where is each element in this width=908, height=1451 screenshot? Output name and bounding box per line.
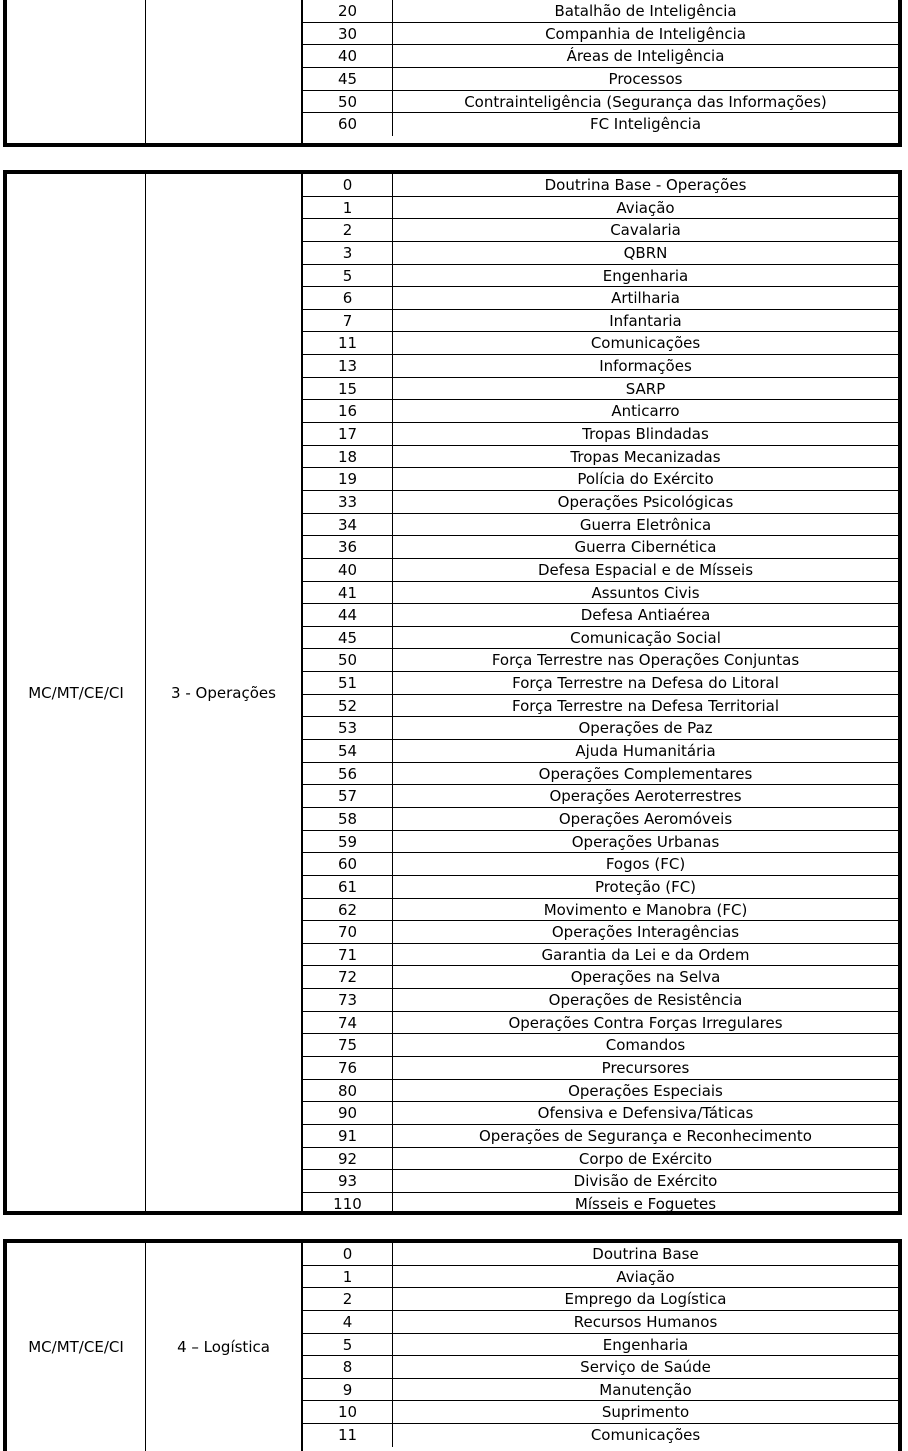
row-number: 91 <box>303 1125 393 1147</box>
row-number: 17 <box>303 423 393 445</box>
table-row <box>303 1012 898 1035</box>
table-row <box>303 1311 898 1334</box>
section-category: MC/MT/CE/CI <box>7 1243 146 1451</box>
table-row <box>303 808 898 831</box>
row-number: 30 <box>303 23 393 45</box>
row-number: 80 <box>303 1080 393 1102</box>
row-number: 54 <box>303 740 393 762</box>
table-row <box>303 400 898 423</box>
row-title: Engenharia <box>602 1335 689 1354</box>
row-number: 59 <box>303 831 393 853</box>
table-row <box>303 1379 898 1402</box>
table-row <box>303 536 898 559</box>
row-title: Defesa Espacial e de Mísseis <box>537 560 754 579</box>
row-title: Ofensiva e Defensiva/Táticas <box>537 1104 754 1123</box>
table-row <box>303 491 898 514</box>
row-title: Força Terrestre nas Operações Conjuntas <box>491 651 800 670</box>
row-title: Movimento e Manobra (FC) <box>543 900 748 919</box>
row-number: 41 <box>303 582 393 604</box>
table-row <box>303 332 898 355</box>
row-number: 93 <box>303 1170 393 1192</box>
table-row <box>303 378 898 401</box>
table-row <box>303 1102 898 1125</box>
table-row <box>303 740 898 763</box>
row-number: 9 <box>303 1379 393 1401</box>
row-title: Mísseis e Foguetes <box>574 1194 717 1213</box>
row-number: 4 <box>303 1311 393 1333</box>
row-title: Comandos <box>605 1036 686 1055</box>
row-number: 5 <box>303 1334 393 1356</box>
section-title <box>146 0 303 143</box>
row-title: Divisão de Exército <box>573 1172 718 1191</box>
row-number: 13 <box>303 355 393 377</box>
table-row <box>303 219 898 242</box>
table-row <box>303 876 898 899</box>
row-title: Assuntos Civis <box>591 583 700 602</box>
table-row <box>303 1243 898 1266</box>
row-number: 1 <box>303 197 393 219</box>
table-row <box>303 717 898 740</box>
section-rows <box>303 0 898 143</box>
row-number: 92 <box>303 1148 393 1170</box>
section-rows <box>303 1243 898 1451</box>
row-title: Engenharia <box>602 266 689 285</box>
row-title: Defesa Antiaérea <box>580 606 711 625</box>
row-number: 33 <box>303 491 393 513</box>
table-row <box>303 604 898 627</box>
table-row <box>303 23 898 46</box>
table-row <box>303 1034 898 1057</box>
row-title: Emprego da Logística <box>564 1290 727 1309</box>
row-number: 57 <box>303 785 393 807</box>
table-row <box>303 310 898 333</box>
row-title: Guerra Eletrônica <box>579 515 712 534</box>
row-number: 73 <box>303 989 393 1011</box>
row-title: Operações de Resistência <box>548 991 743 1010</box>
table-row <box>303 921 898 944</box>
row-title: Comunicações <box>590 1426 701 1445</box>
row-title: Operações Aeromóveis <box>558 809 733 828</box>
row-number: 16 <box>303 400 393 422</box>
table-row <box>303 174 898 197</box>
table-row <box>303 265 898 288</box>
row-number: 58 <box>303 808 393 830</box>
row-title: Informações <box>599 357 692 376</box>
row-number: 90 <box>303 1102 393 1124</box>
section-rows <box>303 174 898 1211</box>
row-number: 76 <box>303 1057 393 1079</box>
row-number: 61 <box>303 876 393 898</box>
row-number: 62 <box>303 899 393 921</box>
row-title: Operações Especiais <box>568 1081 723 1100</box>
section-logistica <box>3 1239 902 1451</box>
row-title: Operações Contra Forças Irregulares <box>508 1013 783 1032</box>
row-title: Operações Aeroterrestres <box>549 787 742 806</box>
table-row <box>303 1125 898 1148</box>
row-title: Comunicação Social <box>570 628 721 647</box>
row-number: 110 <box>303 1193 393 1216</box>
row-title: Áreas de Inteligência <box>566 47 725 66</box>
table-row <box>303 695 898 718</box>
row-title: Serviço de Saúde <box>580 1358 711 1377</box>
row-title: Corpo de Exército <box>578 1149 713 1168</box>
table-row <box>303 627 898 650</box>
table-row <box>303 1356 898 1379</box>
table-row <box>303 423 898 446</box>
table-row <box>303 582 898 605</box>
row-number: 44 <box>303 604 393 626</box>
row-number: 18 <box>303 446 393 468</box>
section-title: 3 - Operações <box>146 174 303 1211</box>
row-number: 56 <box>303 763 393 785</box>
section-category <box>7 0 146 143</box>
row-title: Manutenção <box>599 1380 692 1399</box>
row-number: 1 <box>303 1266 393 1288</box>
row-number: 6 <box>303 287 393 309</box>
row-title: Força Terrestre na Defesa Territorial <box>511 696 780 715</box>
table-row <box>303 944 898 967</box>
row-title: Batalhão de Inteligência <box>554 2 737 20</box>
row-title: Proteção (FC) <box>594 877 697 896</box>
row-number: 74 <box>303 1012 393 1034</box>
table-row <box>303 113 898 136</box>
table-row <box>303 966 898 989</box>
table-row <box>303 853 898 876</box>
table-row <box>303 1334 898 1357</box>
row-title: FC Inteligência <box>589 115 702 134</box>
row-title: Operações Psicológicas <box>557 492 734 511</box>
row-number: 7 <box>303 310 393 332</box>
row-number: 53 <box>303 717 393 739</box>
row-number: 60 <box>303 113 393 136</box>
row-title: Companhia de Inteligência <box>545 24 746 43</box>
row-title: Infantaria <box>609 311 682 330</box>
row-title: Operações Interagências <box>551 923 740 942</box>
table-row <box>303 1401 898 1424</box>
row-title: Garantia da Lei e da Ordem <box>541 945 750 964</box>
row-title: Tropas Blindadas <box>582 425 709 444</box>
table-row <box>303 242 898 265</box>
row-title: Anticarro <box>611 402 680 421</box>
table-row <box>303 446 898 469</box>
row-number: 52 <box>303 695 393 717</box>
table-row <box>303 287 898 310</box>
table-row <box>303 785 898 808</box>
table-row <box>303 355 898 378</box>
row-title: QBRN <box>623 243 668 262</box>
row-number: 45 <box>303 627 393 649</box>
section-title: 4 – Logística <box>146 1243 303 1451</box>
table-row <box>303 1288 898 1311</box>
row-title: Aviação <box>616 198 675 217</box>
row-title: Guerra Cibernética <box>574 538 717 557</box>
row-number: 51 <box>303 672 393 694</box>
row-title: Operações Urbanas <box>571 832 720 851</box>
table-row <box>303 468 898 491</box>
row-number: 40 <box>303 559 393 581</box>
row-title: Doutrina Base <box>592 1245 699 1263</box>
row-title: Operações na Selva <box>570 968 721 987</box>
row-title: Ajuda Humanitária <box>575 742 716 761</box>
table-row <box>303 763 898 786</box>
row-number: 75 <box>303 1034 393 1056</box>
row-title: Precursores <box>601 1058 690 1077</box>
row-number: 45 <box>303 68 393 90</box>
row-title: Polícia do Exército <box>577 470 714 489</box>
row-title: Suprimento <box>601 1403 690 1422</box>
row-number: 20 <box>303 0 393 22</box>
table-row <box>303 1148 898 1171</box>
row-title: Comunicações <box>590 334 701 353</box>
row-title: Fogos (FC) <box>605 855 686 874</box>
row-number: 5 <box>303 265 393 287</box>
row-number: 36 <box>303 536 393 558</box>
row-title: Contrainteligência (Segurança das Informações) <box>464 92 827 111</box>
table-row <box>303 1080 898 1103</box>
row-title: Força Terrestre na Defesa do Litoral <box>512 674 779 693</box>
row-number: 2 <box>303 219 393 241</box>
row-number: 60 <box>303 853 393 875</box>
table-row <box>303 831 898 854</box>
row-number: 70 <box>303 921 393 943</box>
table-row <box>303 649 898 672</box>
row-number: 19 <box>303 468 393 490</box>
row-number: 10 <box>303 1401 393 1423</box>
row-title: Artilharia <box>611 289 680 308</box>
section-operacoes <box>3 170 902 1215</box>
row-number: 3 <box>303 242 393 264</box>
table-row <box>303 1193 898 1216</box>
table-row <box>303 91 898 114</box>
row-number: 0 <box>303 174 393 196</box>
row-number: 34 <box>303 514 393 536</box>
row-number: 40 <box>303 45 393 67</box>
row-title: Aviação <box>616 1267 675 1286</box>
row-number: 0 <box>303 1243 393 1265</box>
row-title: Operações de Paz <box>578 719 713 738</box>
row-number: 11 <box>303 1424 393 1447</box>
row-number: 72 <box>303 966 393 988</box>
row-number: 2 <box>303 1288 393 1310</box>
table-row <box>303 989 898 1012</box>
row-title: SARP <box>625 379 666 398</box>
table-row <box>303 559 898 582</box>
row-number: 15 <box>303 378 393 400</box>
table-row <box>303 1057 898 1080</box>
row-title: Cavalaria <box>610 221 681 240</box>
table-row <box>303 1170 898 1193</box>
table-row <box>303 514 898 537</box>
row-number: 71 <box>303 944 393 966</box>
row-title: Recursos Humanos <box>573 1312 718 1331</box>
row-title: Doutrina Base - Operações <box>544 176 747 194</box>
section-category: MC/MT/CE/CI <box>7 174 146 1211</box>
table-row <box>303 197 898 220</box>
table-row <box>303 1266 898 1289</box>
row-title: Tropas Mecanizadas <box>570 447 721 466</box>
row-number: 50 <box>303 649 393 671</box>
row-title: Operações Complementares <box>538 764 753 783</box>
row-number: 11 <box>303 332 393 354</box>
table-row <box>303 68 898 91</box>
row-number: 8 <box>303 1356 393 1378</box>
row-number: 50 <box>303 91 393 113</box>
table-row <box>303 1424 898 1447</box>
row-title: Processos <box>608 69 683 88</box>
row-title: Operações de Segurança e Reconhecimento <box>479 1126 812 1145</box>
table-row <box>303 0 898 23</box>
table-row <box>303 672 898 695</box>
table-row <box>303 899 898 922</box>
section-inteligencia <box>3 0 902 147</box>
table-row <box>303 45 898 68</box>
